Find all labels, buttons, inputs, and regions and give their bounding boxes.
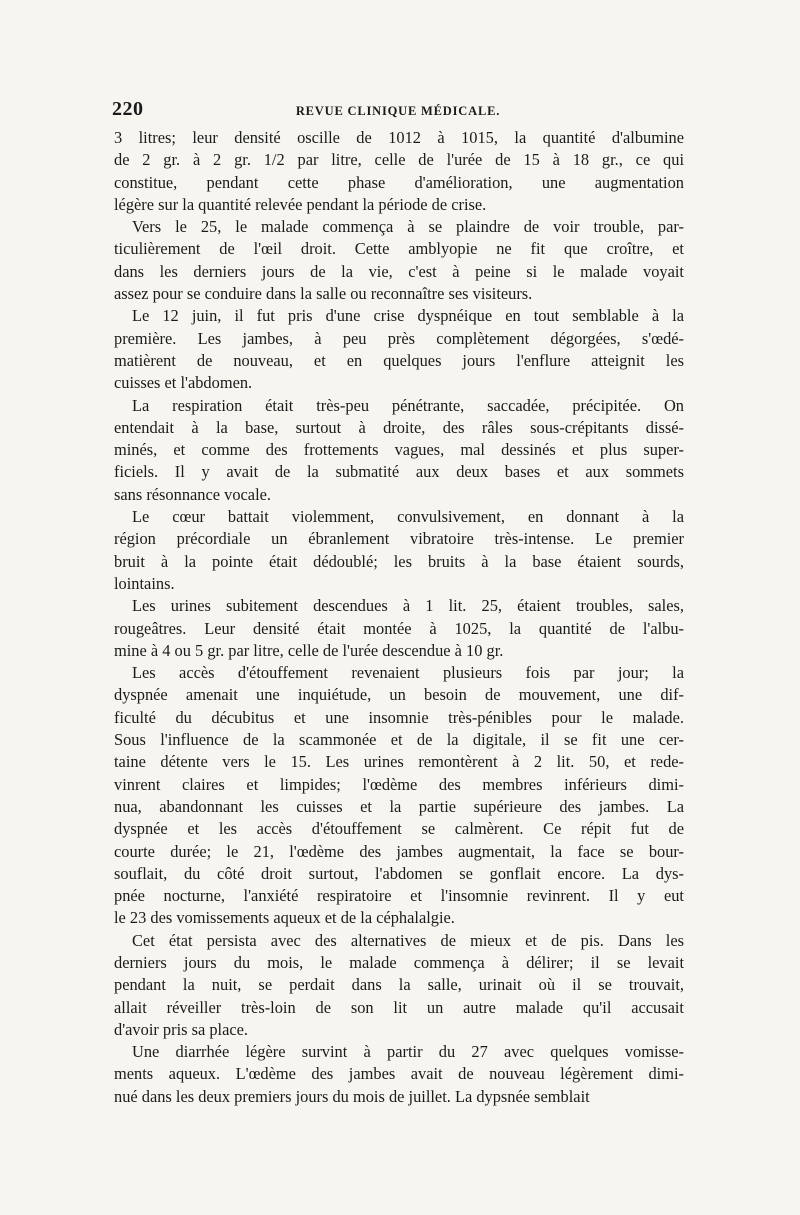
text-line: nué dans les deux premiers jours du mois de juillet. La dypsnée semblait [114,1086,590,1106]
text-line: Le 12 juin, il fut pris d'une crise dyspnéique en tout semblable à la [132,306,684,326]
page-number: 220 [112,98,144,120]
text-line: dyspnée amenait une inquiétude, un besoin de mouvement, une dif- [114,685,684,705]
text-line: ticulièrement de l'œil droit. Cette amblyopie ne fit que croître, et [114,239,684,259]
text-line: courte durée; le 21, l'œdème des jambes augmentait, la face se bour- [114,841,684,861]
text-line: ficiels. Il y avait de la submatité aux deux bases et aux sommets [114,462,684,482]
text-line: taine détente vers le 15. Les urines remontèrent à 2 lit. 50, et rede- [114,752,684,772]
text-line: mine à 4 ou 5 gr. par litre, celle de l'urée descendue à 10 gr. [114,640,504,660]
text-line: minés, et comme des frottements vagues, mal dessinés et plus super- [114,440,684,460]
text-line: de 2 gr. à 2 gr. 1/2 par litre, celle de l'urée de 15 à 18 gr., ce qui [114,150,684,170]
text-line: derniers jours du mois, le malade commença à délirer; il se levait [114,952,684,972]
paragraph [114,930,684,1041]
text-line: Sous l'influence de la scammonée et de la digitale, il se fit une cer- [114,730,684,750]
text-line: La respiration était très-peu pénétrante, saccadée, précipitée. On [132,395,684,415]
text-line: légère sur la quantité relevée pendant la période de crise. [114,194,487,214]
text-line: sans résonnance vocale. [114,484,272,504]
text-line: pendant la nuit, se perdait dans la salle, urinait où il se trouvait, [114,975,684,995]
text-line: allait réveiller très-loin de son lit un autre malade qu'il accusait [114,997,684,1017]
running-title: REVUE CLINIQUE MÉDICALE. [295,104,501,118]
text-line: vinrent claires et limpides; l'œdème des membres inférieurs dimi- [114,774,684,794]
text-line: assez pour se conduire dans la salle ou reconnaître ses visiteurs. [114,284,533,304]
paragraph [114,305,684,394]
page-header [112,98,684,124]
text-line: 3 litres; leur densité oscille de 1012 à 1015, la quantité d'albumine [114,128,684,147]
text-line: région précordiale un ébranlement vibratoire très-intense. Le premier [114,529,684,549]
text-line: ficulté du décubitus et une insomnie très-pénibles pour le malade. [114,707,684,727]
text-line: dyspnée et les accès d'étouffement se calmèrent. Ce répit fut de [114,819,684,839]
text-line: souflait, du côté droit surtout, l'abdomen se gonflait encore. La dys- [114,863,684,883]
paragraph [114,216,684,305]
text-line: pnée nocturne, l'anxiété respiratoire et l'insomnie revinrent. Il y eut [114,886,684,906]
text-line: Une diarrhée légère survint à partir du 27 avec quelques vomisse- [132,1042,684,1062]
text-line: le 23 des vomissements aqueux et de la céphalalgie. [114,908,455,928]
paragraph [114,1041,684,1108]
text-line: Les accès d'étouffement revenaient plusieurs fois par jour; la [132,663,684,683]
paragraph [114,506,684,595]
text-line: Les urines subitement descendues à 1 lit. 25, étaient troubles, sales, [132,596,684,616]
text-line: ments aqueux. L'œdème des jambes avait de nouveau légèrement dimi- [114,1064,684,1084]
text-line: entendait à la base, surtout à droite, des râles sous-crépitants dissé- [114,417,684,437]
paragraph [114,127,684,216]
text-line: lointains. [114,573,175,593]
text-line: nua, abandonnant les cuisses et la partie supérieure des jambes. La [114,796,684,816]
text-line: Le cœur battait violemment, convulsivement, en donnant à la [132,507,684,527]
text-line: bruit à la pointe était dédoublé; les bruits à la base étaient sourds, [114,551,684,571]
text-line: première. Les jambes, à peu près complètement dégorgées, s'œdé- [114,328,684,348]
text-line: matièrent de nouveau, et en quelques jours l'enflure atteignit les [114,350,684,370]
text-line: Vers le 25, le malade commença à se plaindre de voir trouble, par- [132,217,684,237]
paragraph [114,595,684,662]
text-line: constitue, pendant cette phase d'amélioration, une augmentation [114,172,684,192]
article-body [114,127,684,1108]
text-line: d'avoir pris sa place. [114,1019,249,1039]
text-line: rougeâtres. Leur densité était montée à 1025, la quantité de l'albu- [114,618,684,638]
paragraph [114,395,684,506]
text-line: Cet état persista avec des alternatives de mieux et de pis. Dans les [132,930,684,950]
text-line: dans les derniers jours de la vie, c'est à peine si le malade voyait [114,261,684,281]
paragraph [114,662,684,930]
text-line: cuisses et l'abdomen. [114,373,253,393]
